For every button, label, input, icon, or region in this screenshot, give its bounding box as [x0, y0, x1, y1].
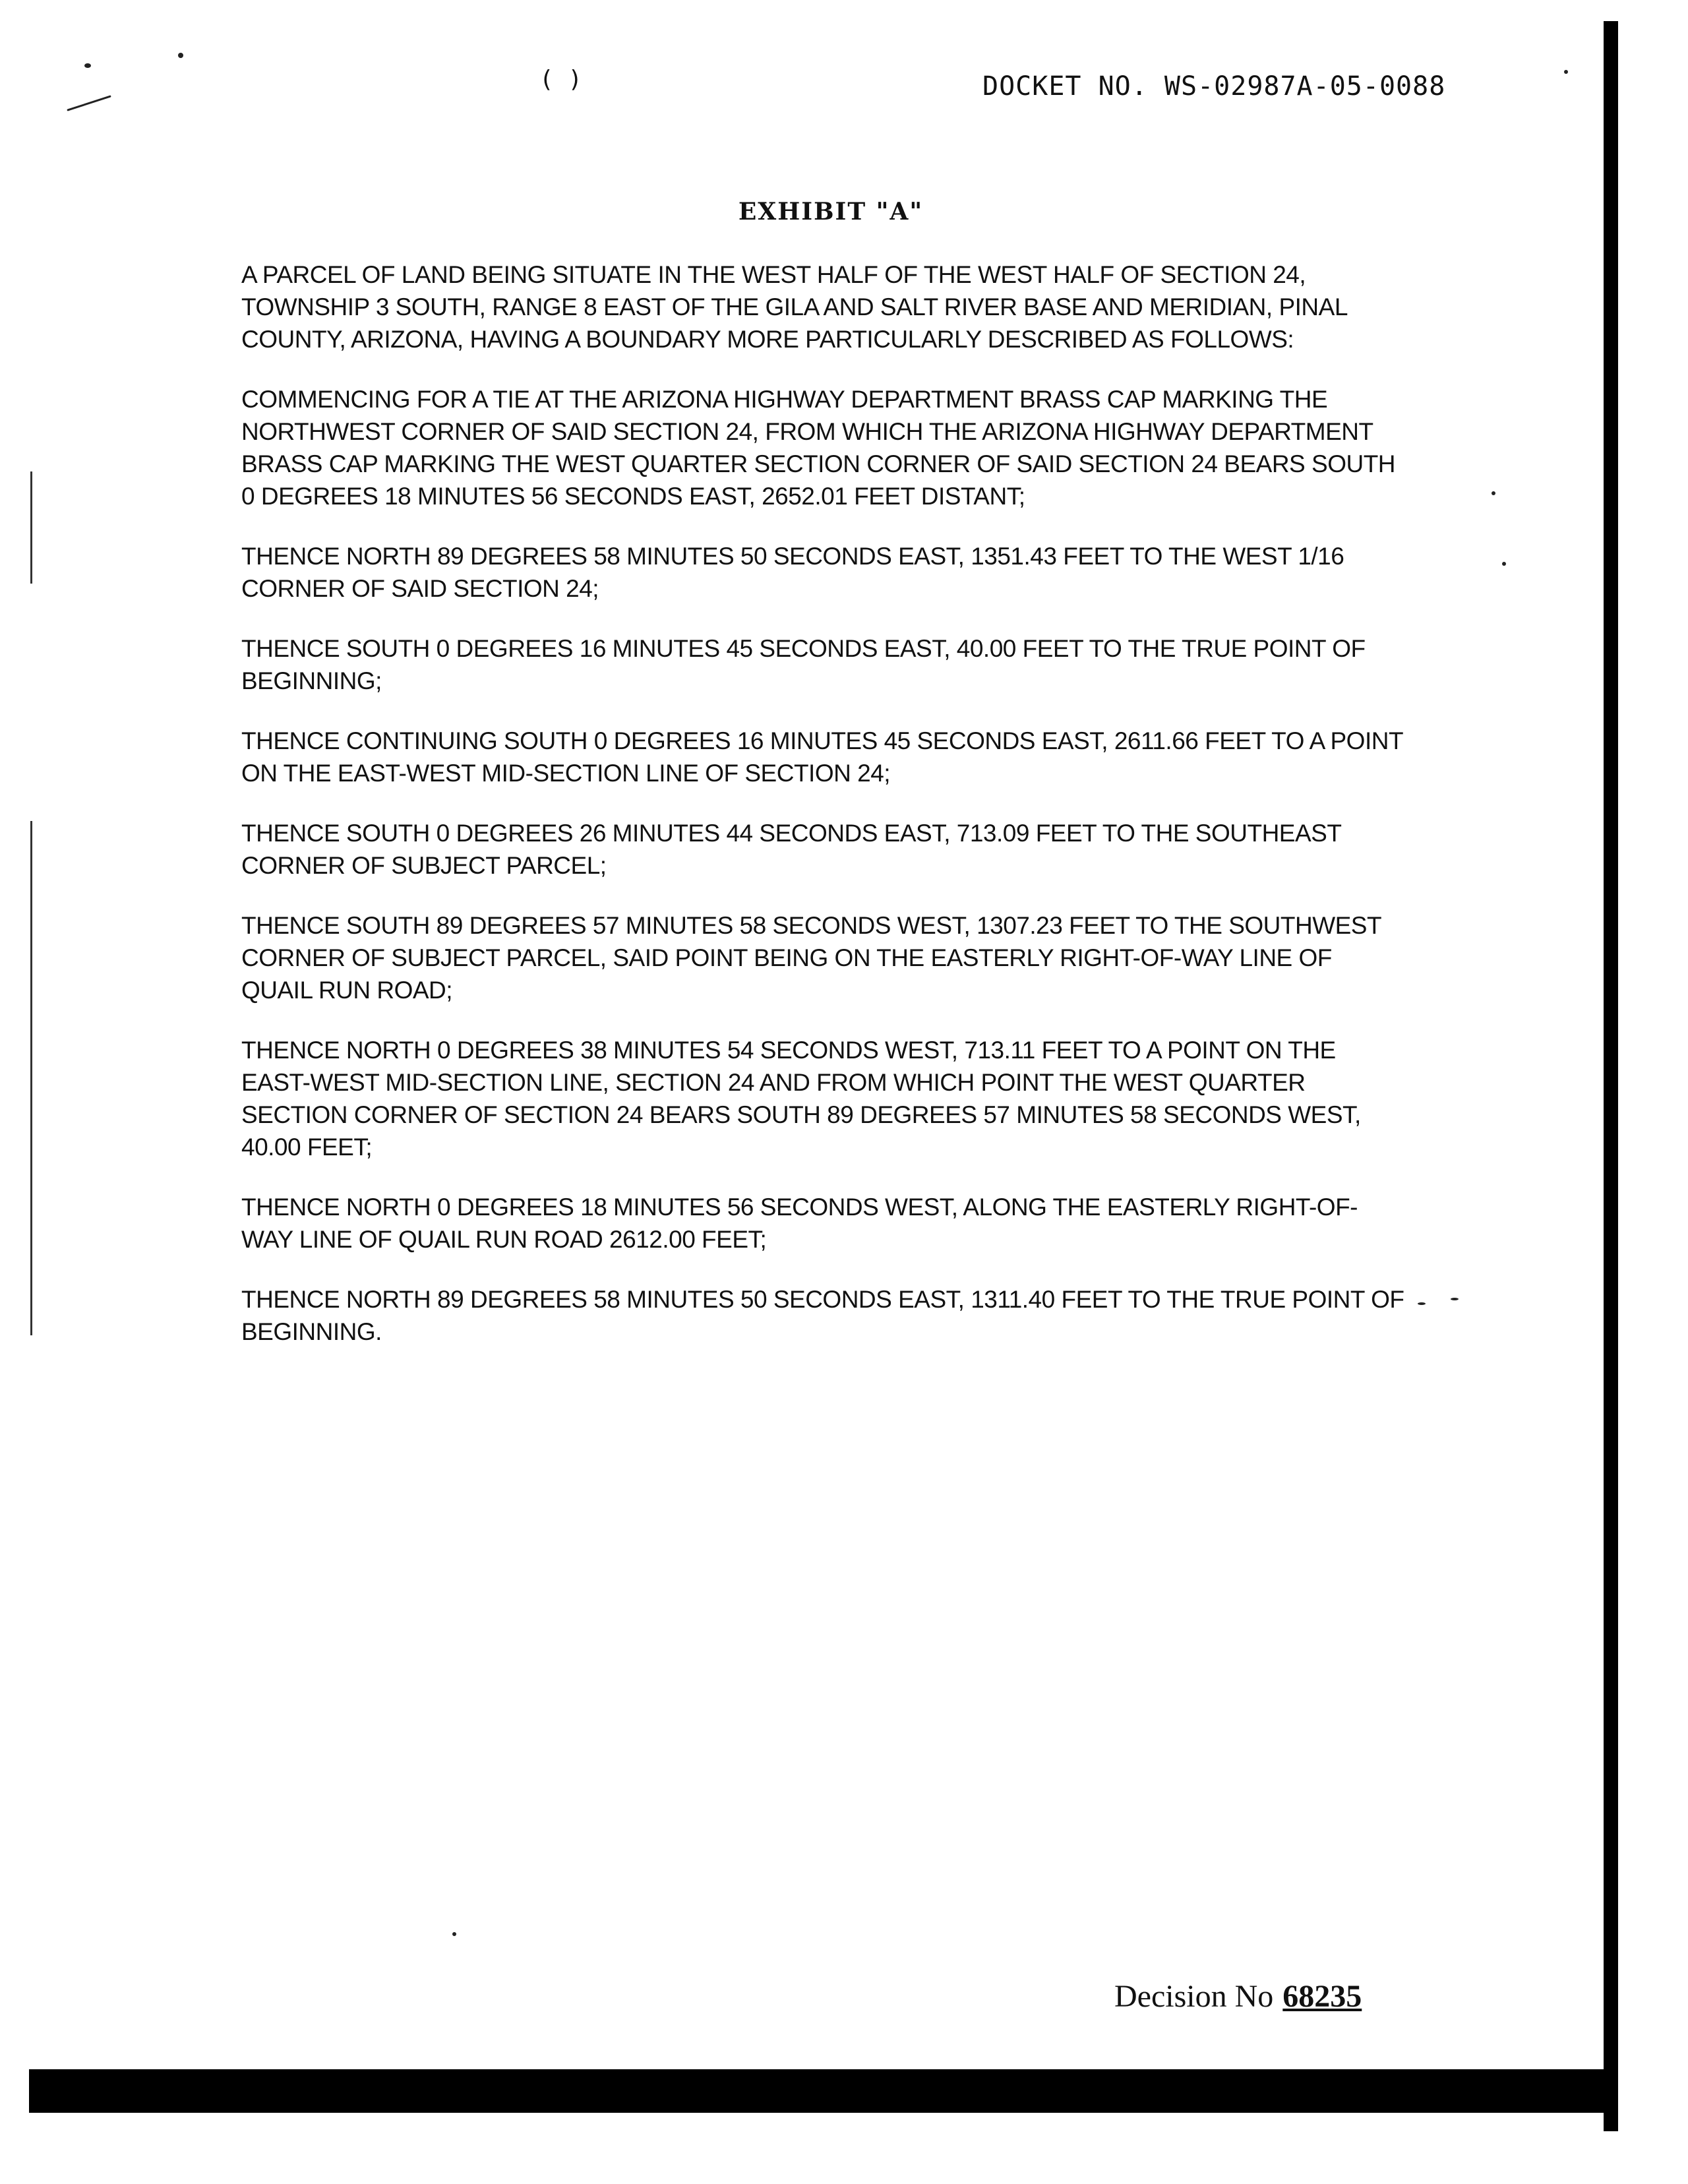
decision-number: 68235	[1282, 1979, 1362, 2014]
scan-speck	[1564, 70, 1568, 74]
docket-number: DOCKET NO. WS-02987A-05-0088	[982, 71, 1446, 102]
decision-stamp	[1114, 1978, 1362, 2015]
scan-speck	[1418, 1302, 1426, 1305]
scan-edge-bottom	[29, 2069, 1618, 2113]
decision-label: Decision No	[1114, 1979, 1274, 2014]
scan-speck	[452, 1932, 456, 1936]
scan-speck	[67, 95, 111, 111]
scan-speck	[1451, 1298, 1459, 1300]
scan-speck	[1492, 491, 1495, 495]
scan-speck	[1502, 562, 1506, 566]
scan-edge-right	[1604, 21, 1618, 2131]
margin-line	[30, 471, 32, 584]
legal-description	[241, 258, 1408, 1376]
exhibit-title: EXHIBIT "A"	[738, 198, 924, 226]
paragraph-course: THENCE NORTH 0 DEGREES 38 MINUTES 54 SECONDS WEST, 713.11 FEET TO A POINT ON THE EAST-WEST MID-SECTION LINE, SECTION 24 AND FROM WHICH POINT THE WEST QUARTER SECTION CORNER OF SECTION 24 BEARS SOUTH 89 DEGREES 57 MINUTES 58 SECONDS WEST, 40.00 FEET;	[241, 1037, 1361, 1161]
paragraph-course: THENCE CONTINUING SOUTH 0 DEGREES 16 MINUTES 45 SECONDS EAST, 2611.66 FEET TO A POINT ON THE EAST-WEST MID-SECTION LINE OF SECTION 24;	[241, 727, 1403, 787]
paragraph-course: THENCE NORTH 89 DEGREES 58 MINUTES 50 SECONDS EAST, 1351.43 FEET TO THE WEST 1/16 CORNER OF SAID SECTION 24;	[241, 543, 1344, 602]
scan-marks: ( )	[539, 66, 583, 93]
paragraph-course: THENCE SOUTH 0 DEGREES 26 MINUTES 44 SECONDS EAST, 713.09 FEET TO THE SOUTHEAST CORNER OF SUBJECT PARCEL;	[241, 820, 1341, 879]
margin-line	[30, 821, 32, 1335]
paragraph-course: THENCE NORTH 89 DEGREES 58 MINUTES 50 SECONDS EAST, 1311.40 FEET TO THE TRUE POINT OF BEGINNING.	[241, 1286, 1404, 1345]
paragraph-course: THENCE SOUTH 89 DEGREES 57 MINUTES 58 SECONDS WEST, 1307.23 FEET TO THE SOUTHWEST CORNER OF SUBJECT PARCEL, SAID POINT BEING ON THE EASTERLY RIGHT-OF-WAY LINE OF QUAIL RUN ROAD;	[241, 912, 1381, 1004]
paragraph-intro: A PARCEL OF LAND BEING SITUATE IN THE WEST HALF OF THE WEST HALF OF SECTION 24, TOWNSHIP 3 SOUTH, RANGE 8 EAST OF THE GILA AND SALT RIVER BASE AND MERIDIAN, PINAL COUNTY, ARIZONA, HAVING A BOUNDARY MORE PARTICULARLY DESCRIBED AS FOLLOWS:	[241, 261, 1347, 353]
paragraph-commencing: COMMENCING FOR A TIE AT THE ARIZONA HIGHWAY DEPARTMENT BRASS CAP MARKING THE NORTHWEST CORNER OF SAID SECTION 24, FROM WHICH THE ARIZONA HIGHWAY DEPARTMENT BRASS CAP MARKING THE WEST QUARTER SECTION CORNER OF SAID SECTION 24 BEARS SOUTH 0 DEGREES 18 MINUTES 56 SECONDS EAST, 2652.01 FEET DISTANT;	[241, 386, 1396, 510]
scan-speck	[178, 53, 183, 58]
paragraph-course: THENCE NORTH 0 DEGREES 18 MINUTES 56 SECONDS WEST, ALONG THE EASTERLY RIGHT-OF-WAY LINE OF QUAIL RUN ROAD 2612.00 FEET;	[241, 1194, 1358, 1253]
paragraph-course: THENCE SOUTH 0 DEGREES 16 MINUTES 45 SECONDS EAST, 40.00 FEET TO THE TRUE POINT OF BEGINNING;	[241, 635, 1366, 694]
scan-speck	[84, 63, 91, 68]
